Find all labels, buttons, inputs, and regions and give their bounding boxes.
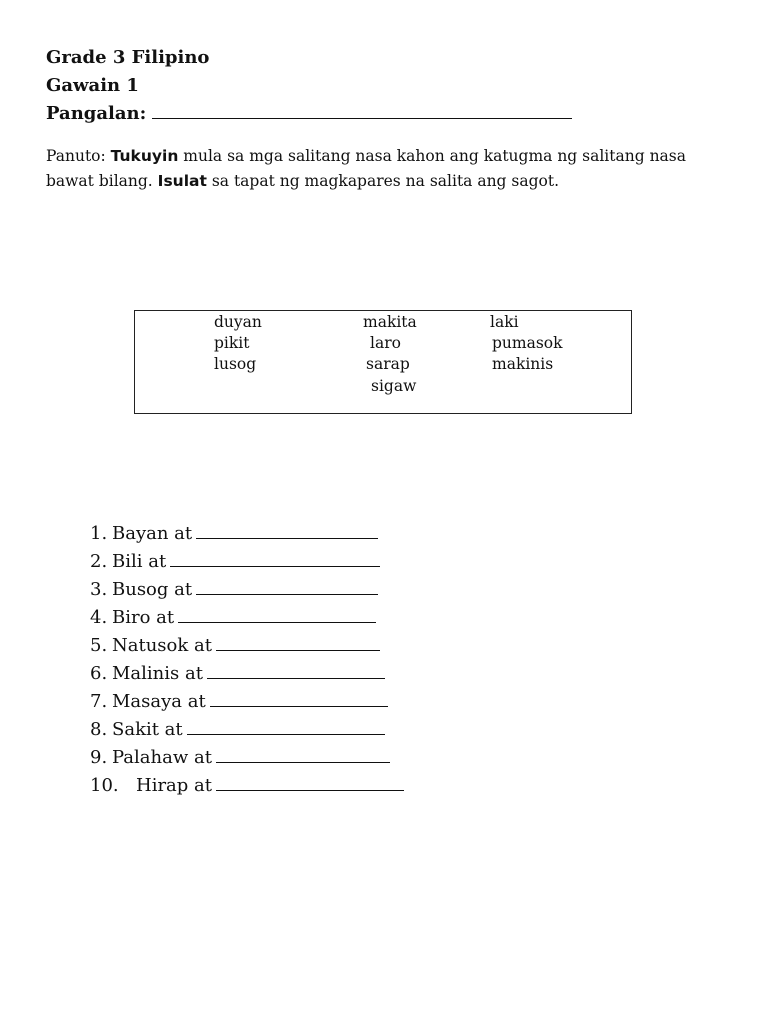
- answer-blank[interactable]: [207, 664, 385, 679]
- instructions-bold-tukuyin: Tukuyin: [110, 147, 179, 165]
- word-item: laro: [370, 334, 401, 352]
- item-number: 10.: [90, 775, 119, 796]
- answer-blank[interactable]: [216, 636, 380, 651]
- question-list: [90, 520, 404, 800]
- instructions: [46, 144, 726, 194]
- list-item: [90, 548, 404, 576]
- item-number: 2.: [90, 551, 108, 572]
- list-item: [90, 772, 404, 800]
- instructions-middle: mula sa mga salitang nasa kahon ang katugma ng salitang nasa bawat bilang.: [46, 147, 686, 190]
- word-item: sigaw: [371, 377, 417, 395]
- item-text: Masaya at: [112, 691, 206, 712]
- item-text: Busog at: [112, 579, 193, 600]
- answer-blank[interactable]: [178, 608, 376, 623]
- item-text: Sakit at: [112, 719, 183, 740]
- word-item: makinis: [492, 355, 554, 373]
- item-number: 6.: [90, 663, 108, 684]
- answer-blank[interactable]: [170, 552, 380, 567]
- item-text: Natusok at: [112, 635, 212, 656]
- instructions-prefix: Panuto:: [46, 147, 111, 165]
- item-text: Bayan at: [112, 523, 193, 544]
- answer-blank[interactable]: [216, 748, 390, 763]
- item-text: Palahaw at: [112, 747, 212, 768]
- instructions-bold-isulat: Isulat: [157, 172, 207, 190]
- list-item: [90, 744, 404, 772]
- word-item: pikit: [214, 334, 250, 352]
- item-number: 7.: [90, 691, 108, 712]
- item-number: 5.: [90, 635, 108, 656]
- worksheet-header: [46, 44, 572, 128]
- name-blank[interactable]: [152, 102, 572, 119]
- item-text: Biro at: [112, 607, 175, 628]
- item-number: 8.: [90, 719, 108, 740]
- list-item: [90, 688, 404, 716]
- instructions-suffix: sa tapat ng magkapares na salita ang sagot.: [206, 172, 560, 190]
- word-item: sarap: [366, 355, 410, 373]
- answer-blank[interactable]: [210, 692, 388, 707]
- item-number: 1.: [90, 523, 108, 544]
- answer-blank[interactable]: [216, 776, 404, 791]
- list-item: [90, 604, 404, 632]
- list-item: [90, 716, 404, 744]
- item-number: 3.: [90, 579, 108, 600]
- word-box: [134, 310, 632, 414]
- item-number: 4.: [90, 607, 108, 628]
- grade-title: Grade 3 Filipino: [46, 47, 210, 68]
- list-item: [90, 632, 404, 660]
- answer-blank[interactable]: [196, 524, 378, 539]
- word-item: pumasok: [492, 334, 563, 352]
- name-label: Pangalan:: [46, 103, 147, 124]
- answer-blank[interactable]: [196, 580, 378, 595]
- list-item: [90, 576, 404, 604]
- list-item: [90, 660, 404, 688]
- item-text: Hirap at: [136, 775, 212, 796]
- word-item: lusog: [214, 355, 257, 373]
- activity-title: Gawain 1: [46, 75, 139, 96]
- item-text: Malinis at: [112, 663, 203, 684]
- answer-blank[interactable]: [187, 720, 385, 735]
- name-line: [46, 100, 572, 128]
- word-item: duyan: [214, 313, 262, 331]
- item-number: 9.: [90, 747, 108, 768]
- word-item: makita: [363, 313, 417, 331]
- list-item: [90, 520, 404, 548]
- item-text: Bili at: [112, 551, 167, 572]
- word-item: laki: [490, 313, 519, 331]
